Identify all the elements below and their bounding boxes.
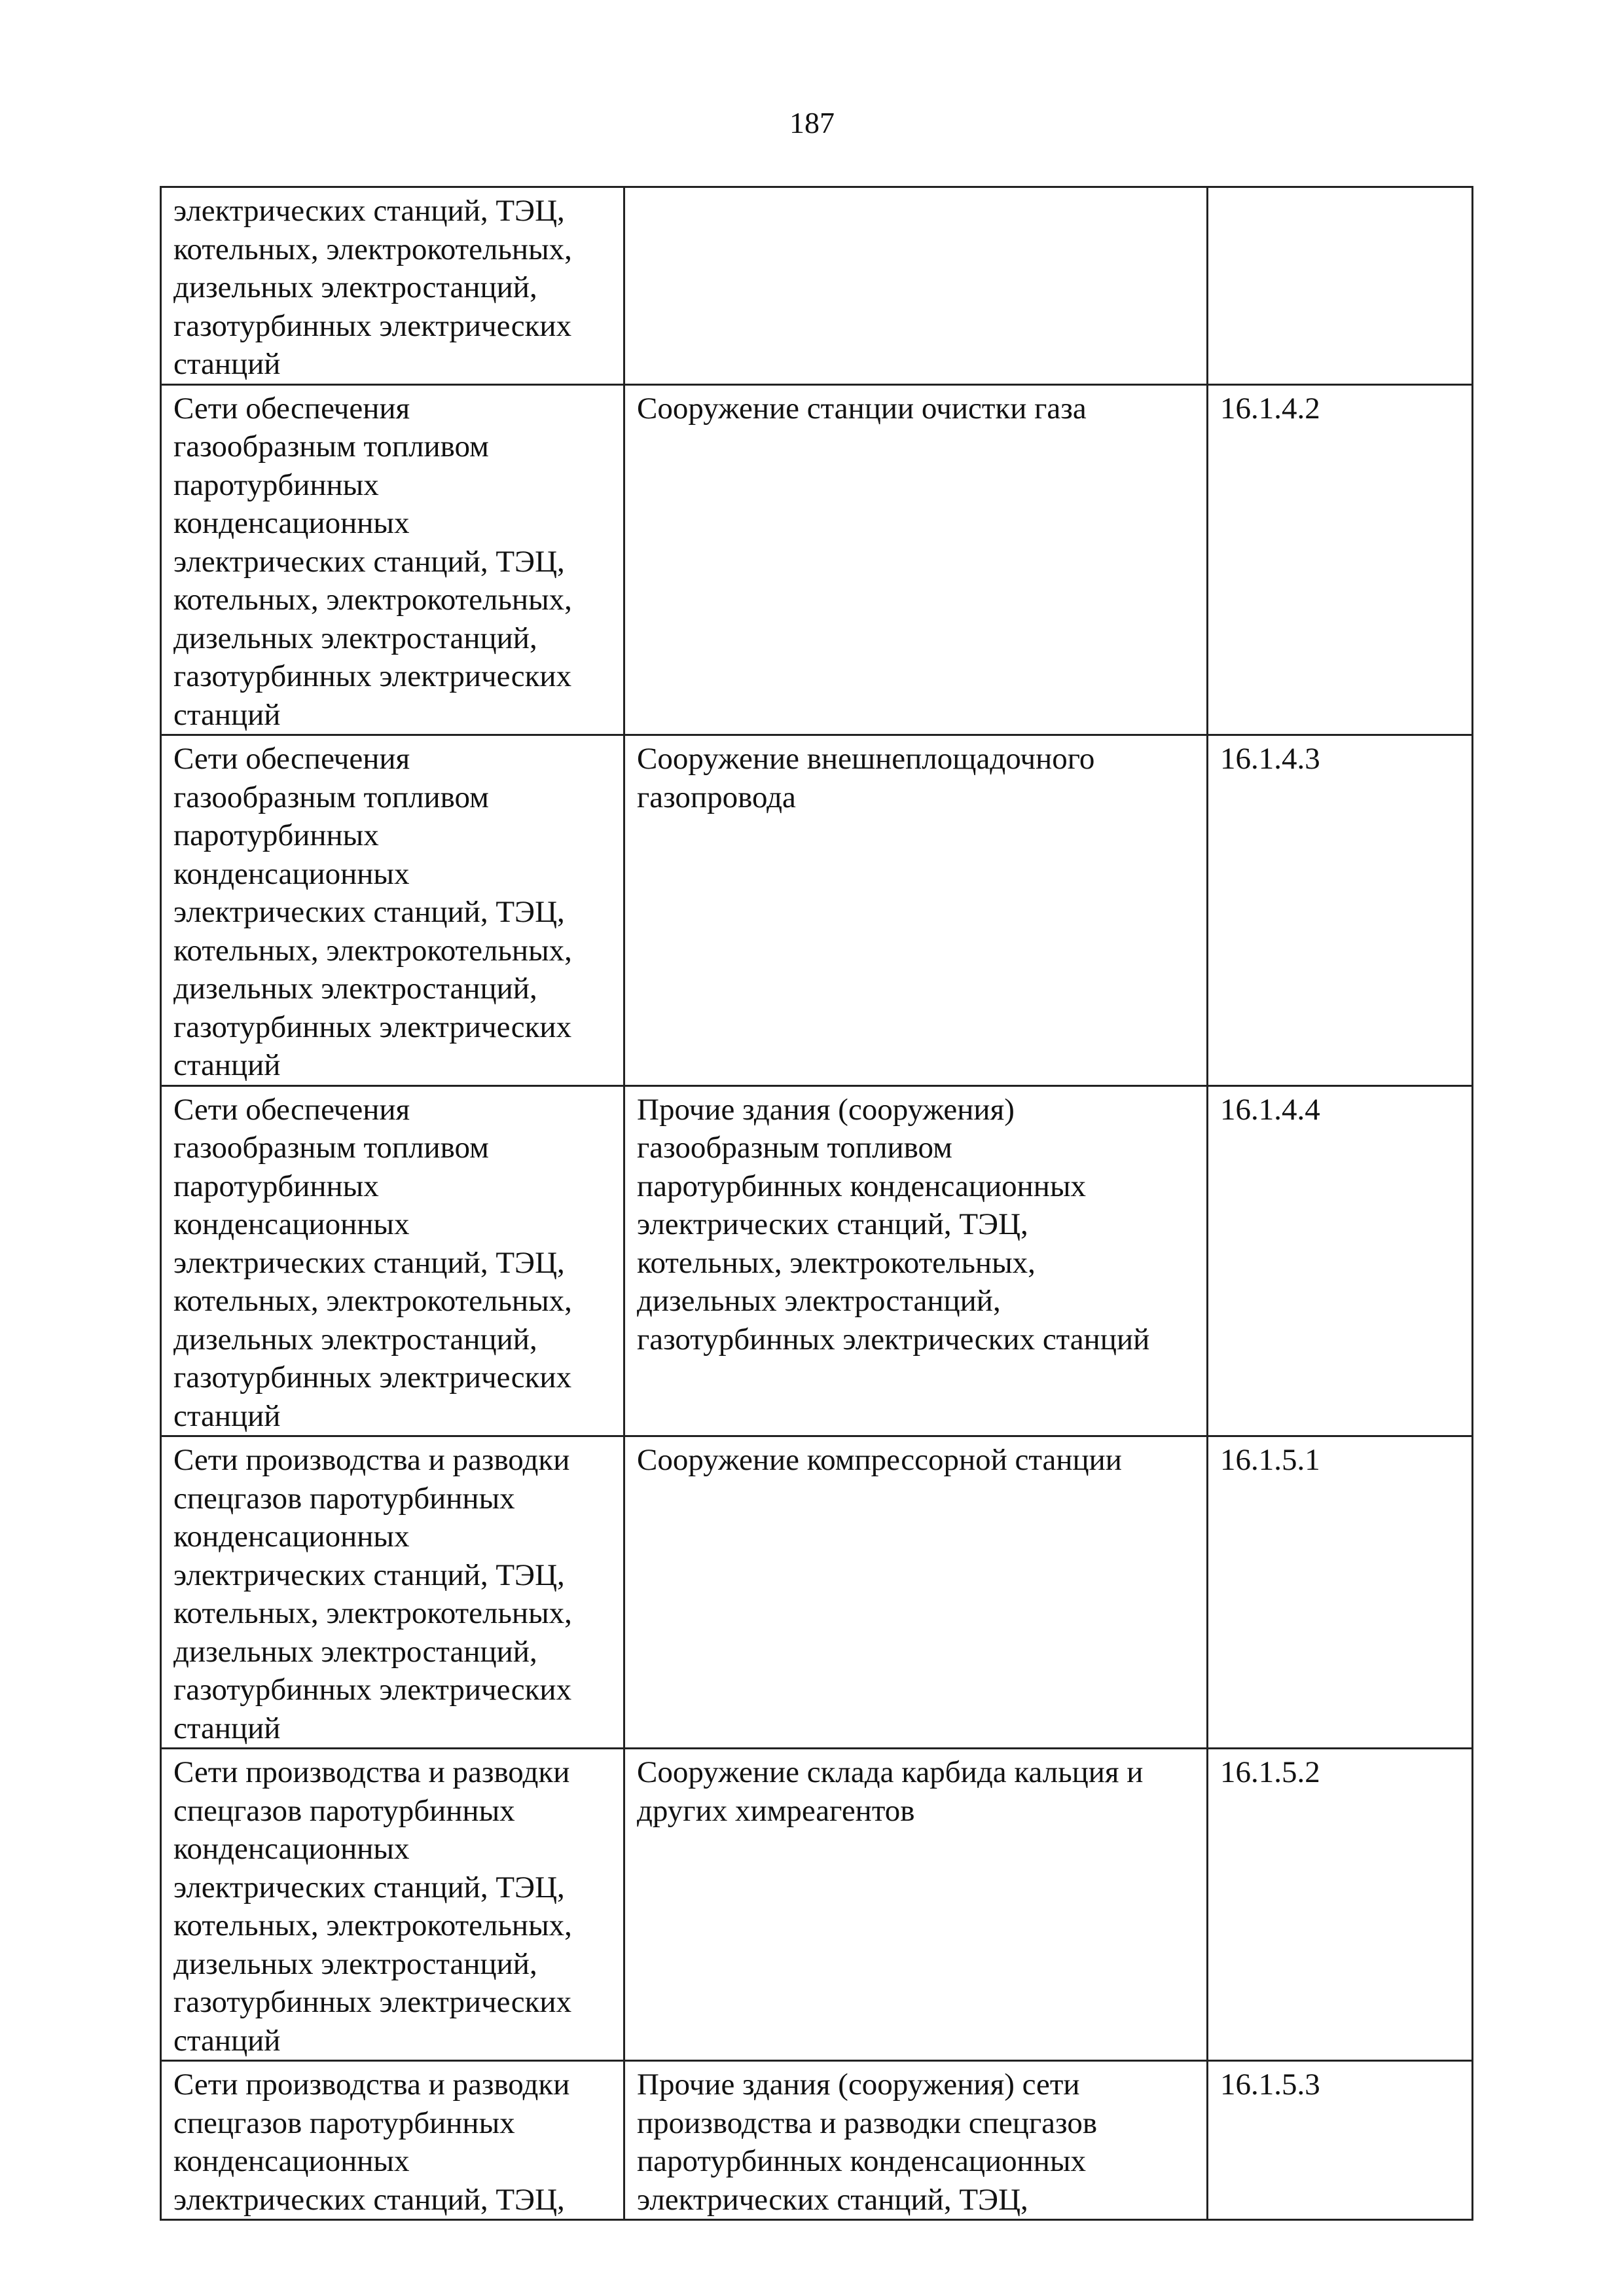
object-text: Сооружение внешнеплощадочного газопровода [637,742,1095,814]
object-cell [624,1436,1208,1749]
object-cell [624,2061,1208,2220]
code-cell [1208,2061,1473,2220]
code-text: 16.1.4.4 [1220,1092,1320,1127]
network-text: Сети обеспечения газообразным топливом паротурбинных конденсационных электрических станций, ТЭЦ, котельных, электрокотельных, дизельных электростанций, газотурбинных электрических станций [173,1092,572,1433]
classification-table [160,186,1473,2221]
code-text: 16.1.5.3 [1220,2068,1320,2102]
object-text: Сооружение станции очистки газа [637,391,1087,426]
object-text: Прочие здания (сооружения) газообразным топливом паротурбинных конденсационных электрических станций, ТЭЦ, котельных, электрокотельных, дизельных электростанций, газотурбинных электрических станций [637,1092,1150,1357]
network-text: электрических станций, ТЭЦ, котельных, электрокотельных, дизельных электростанций, газотурбинных электрических станций [173,194,572,381]
object-cell [624,1749,1208,2061]
network-text: Сети обеспечения газообразным топливом паротурбинных конденсационных электрических станций, ТЭЦ, котельных, электрокотельных, дизельных электростанций, газотурбинных электрических станций [173,742,572,1082]
object-cell [624,384,1208,735]
object-text: Прочие здания (сооружения) сети производства и разводки спецгазов паротурбинных конденсационных электрических станций, ТЭЦ, [637,2068,1098,2217]
object-cell [624,735,1208,1086]
object-text: Сооружение компрессорной станции [637,1443,1122,1477]
network-cell [161,1085,624,1436]
network-cell [161,735,624,1086]
network-text: Сети производства и разводки спецгазов паротурбинных конденсационных электрических станций, ТЭЦ, [173,2068,570,2217]
table-row [161,1085,1473,1436]
page-number: 187 [789,106,835,139]
code-cell [1208,735,1473,1086]
network-text: Сети обеспечения газообразным топливом паротурбинных конденсационных электрических станций, ТЭЦ, котельных, электрокотельных, дизельных электростанций, газотурбинных электрических станций [173,391,572,732]
object-cell [624,1085,1208,1436]
table-row [161,2061,1473,2220]
code-text: 16.1.5.2 [1220,1755,1320,1789]
network-cell [161,2061,624,2220]
code-text: 16.1.4.2 [1220,391,1320,426]
code-cell [1208,1436,1473,1749]
table-row [161,1436,1473,1749]
code-text: 16.1.5.1 [1220,1443,1320,1477]
network-text: Сети производства и разводки спецгазов паротурбинных конденсационных электрических станций, ТЭЦ, котельных, электрокотельных, дизельных электростанций, газотурбинных электрических станций [173,1755,572,2058]
network-cell [161,384,624,735]
code-cell [1208,1085,1473,1436]
table-row [161,187,1473,385]
code-text: 16.1.4.3 [1220,742,1320,776]
object-text: Сооружение склада карбида кальция и других химреагентов [637,1755,1144,1828]
object-cell [624,187,1208,385]
code-cell [1208,187,1473,385]
table-row [161,735,1473,1086]
table-row [161,1749,1473,2061]
code-cell [1208,384,1473,735]
network-text: Сети производства и разводки спецгазов паротурбинных конденсационных электрических станций, ТЭЦ, котельных, электрокотельных, дизельных электростанций, газотурбинных электрических станций [173,1443,572,1745]
network-cell [161,1436,624,1749]
table-row [161,384,1473,735]
network-cell [161,187,624,385]
code-cell [1208,1749,1473,2061]
network-cell [161,1749,624,2061]
